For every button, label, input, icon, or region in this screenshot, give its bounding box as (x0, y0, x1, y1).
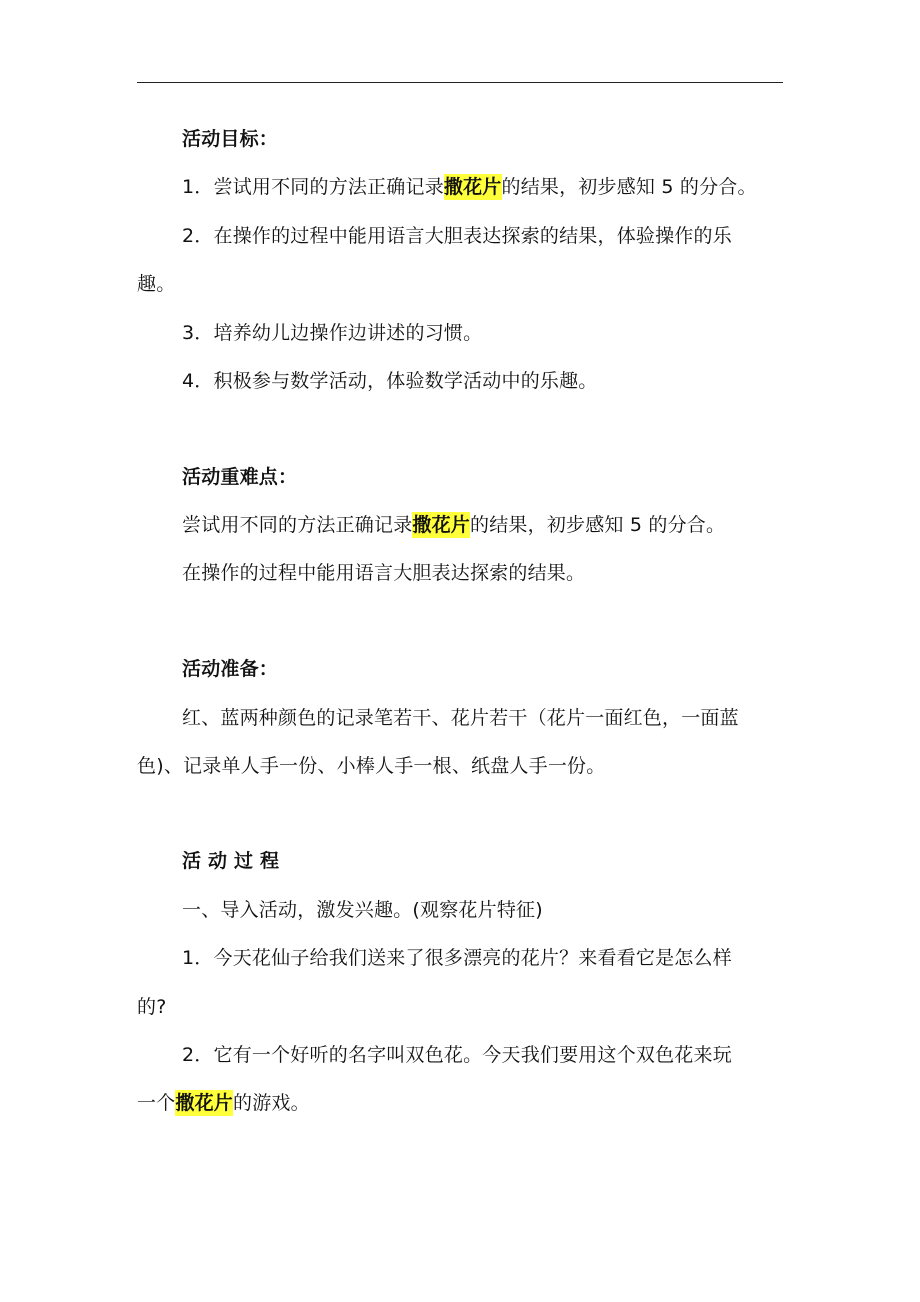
highlight-keyword: 撒花片 (412, 514, 471, 536)
q2-post: 的游戏。 (233, 1092, 310, 1114)
section-heading-key-points: 活动重难点： (182, 466, 298, 488)
process-question-1-line1: 1．今天花仙子给我们送来了很多漂亮的花片？来看看它是怎么样 (182, 947, 732, 969)
header-rule (137, 82, 783, 83)
process-question-1-line2: 的? (137, 996, 167, 1018)
process-question-2-line1: 2．它有一个好听的名字叫双色花。今天我们要用这个双色花来玩 (182, 1044, 732, 1066)
process-step-1: 一、导入活动，激发兴趣。(观察花片特征) (182, 899, 543, 921)
section-heading-preparation: 活动准备： (182, 658, 279, 680)
section-heading-process: 活动过程 (182, 850, 287, 872)
highlight-keyword: 撒花片 (175, 1092, 234, 1114)
goal-item-4: 4．积极参与数学活动，体验数学活动中的乐趣。 (182, 370, 598, 392)
key-point-1-pre: 尝试用不同的方法正确记录 (182, 514, 413, 536)
highlight-keyword: 撒花片 (443, 176, 502, 198)
section-heading-goals: 活动目标： (182, 128, 279, 150)
key-point-1-post: 的结果，初步感知 5 的分合。 (470, 514, 726, 536)
q2-pre: 一个 (137, 1092, 176, 1114)
goal-item-1 (137, 175, 832, 199)
goal-1-pre: 1．尝试用不同的方法正确记录 (182, 176, 444, 198)
preparation-line1: 红、蓝两种颜色的记录笔若干、花片若干（花片一面红色，一面蓝 (182, 707, 739, 729)
preparation-line2: 色)、记录单人手一份、小棒人手一根、纸盘人手一份。 (137, 755, 606, 777)
process-question-2-line2 (137, 1091, 787, 1115)
goal-item-3: 3．培养幼儿边操作边讲述的习惯。 (182, 322, 483, 344)
key-point-2: 在操作的过程中能用语言大胆表达探索的结果。 (182, 562, 586, 584)
key-point-1 (137, 513, 832, 537)
goal-item-2-line1: 2．在操作的过程中能用语言大胆表达探索的结果，体验操作的乐 (182, 225, 732, 247)
goal-item-2-line2: 趣。 (137, 273, 176, 295)
goal-1-post: 的结果，初步感知 5 的分合。 (501, 176, 757, 198)
